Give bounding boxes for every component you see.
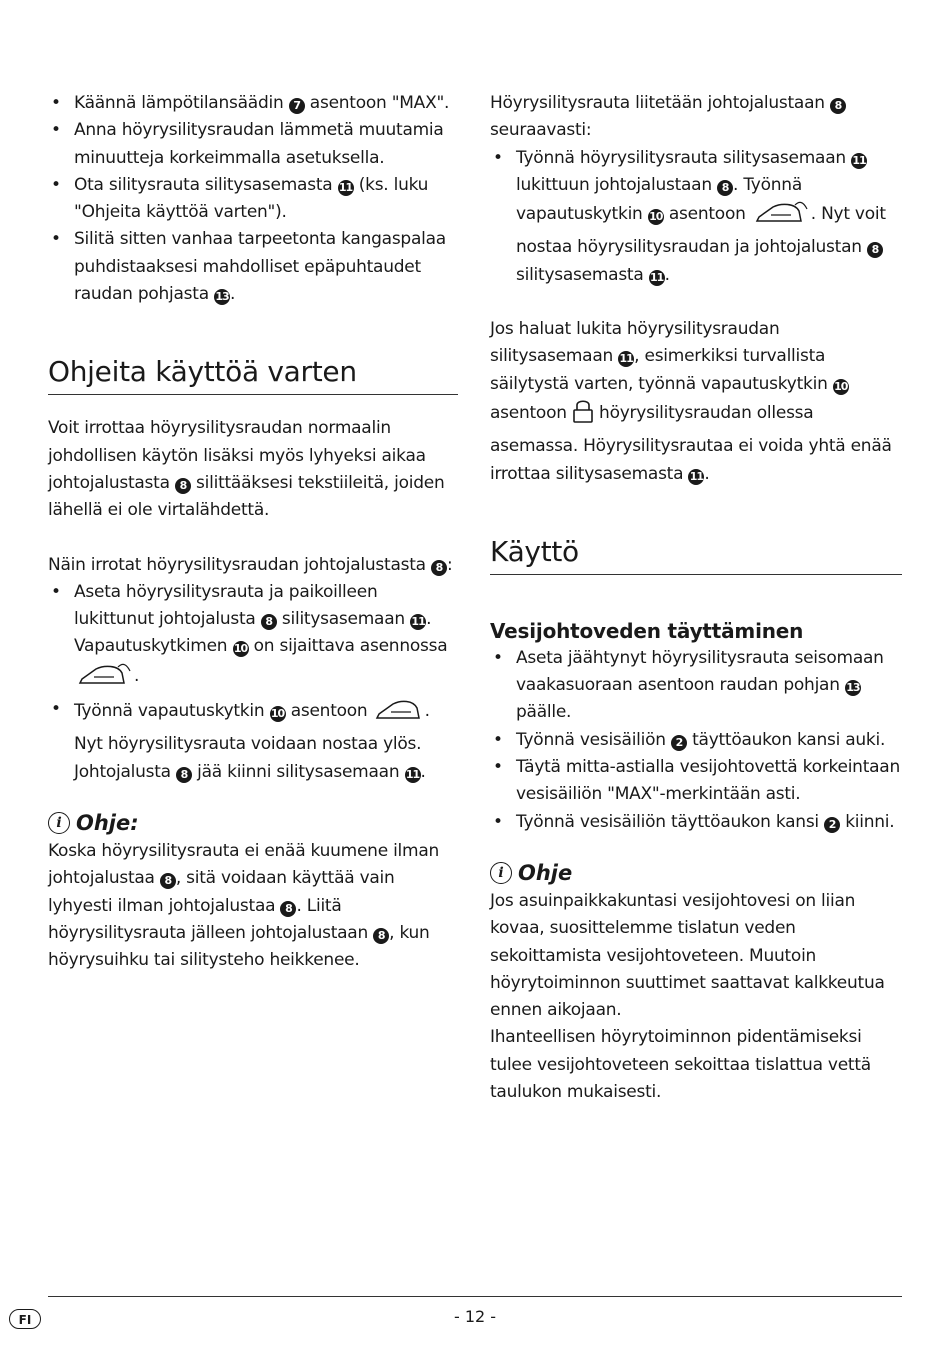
section-heading: Ohjeita käyttöä varten [48, 354, 458, 395]
text: Työnnä vesisäiliön [516, 729, 671, 750]
note-title: Ohje [518, 860, 573, 885]
list-item [48, 90, 458, 117]
list-item [48, 696, 458, 786]
text: asentoon "MAX". [304, 93, 450, 113]
text: Näin irrotat höyrysilitysraudan johtojalustasta [48, 554, 431, 575]
note-heading [48, 808, 458, 838]
list-item [490, 145, 902, 289]
text: . [134, 665, 140, 686]
list-item [48, 117, 458, 172]
text: Työnnä vesisäiliön täyttöaukon kansi [516, 811, 825, 832]
text: . [420, 761, 426, 782]
part-number-badge: 10 [834, 379, 848, 393]
part-number-badge: 8 [717, 180, 733, 196]
part-number-badge: 11 [650, 270, 664, 284]
info-icon: i [490, 862, 512, 884]
text: . [704, 463, 710, 484]
text: asentoon [663, 204, 751, 225]
text: Käännä lämpötilansäädin [74, 93, 289, 113]
part-number-badge: 13 [846, 681, 860, 695]
text: , kun höyrysuihku tai silitysteho heikkenee. [48, 922, 430, 971]
text: asentoon [490, 402, 572, 423]
text: Anna höyrysilitysraudan lämmetä muutamia minuutteja korkeimmalla asetuksella. [74, 120, 444, 168]
subsection-heading: Vesijohtoveden täyttäminen [490, 618, 804, 643]
part-number-badge: 8 [280, 901, 296, 917]
text: . Nyt voit nostaa höyrysilitysraudan ja johtojalustan [516, 204, 886, 258]
text: Aseta jäähtynyt höyrysilitysrauta seisomaan vaakasuoraan asentoon raudan pohjan [516, 647, 884, 696]
text: on sijaittava asennossa [248, 636, 448, 657]
text: höyrysilitysraudan ollessa asemassa. Höyrysilitysrautaa ei voida yhtä enää irrottaa silitysasemasta [490, 402, 892, 484]
iron-locked-position-icon [751, 199, 811, 234]
text: , sitä voidaan käyttää vain lyhyesti ilman johtojalustaa [48, 868, 395, 916]
text: lukittuun johtojalustaan [516, 174, 718, 195]
bullet-list-detach [48, 579, 458, 786]
text: . Työnnä vapautuskytkin [516, 174, 802, 225]
info-icon: i [48, 812, 70, 834]
text: jää kiinni silitysasemaan [192, 761, 405, 782]
list-item [48, 226, 458, 308]
text: : [446, 554, 453, 575]
list-item [490, 645, 902, 727]
paragraph [490, 316, 902, 488]
note-heading [490, 858, 902, 888]
iron-release-icon [373, 696, 425, 731]
part-number-badge: 11 [411, 615, 425, 629]
part-number-badge: 8 [261, 614, 277, 630]
note-paragraph: Jos asuinpaikkakuntasi vesijohtovesi on liian kovaa, suosittelemme tislatun veden sekoittamista vesijohtoveteen. Muutoin höyrytoiminnon suuttimet saattavat kalkkeutua ennen aikojaan. [490, 890, 885, 1021]
part-number-badge: 11 [405, 767, 420, 781]
text: . Nyt höyrysilitysrauta voidaan nostaa ylös. Johtojalusta [74, 701, 430, 782]
part-number-badge: 2 [824, 817, 840, 833]
text: täyttöaukon kansi auki. [686, 729, 886, 750]
text: Aseta höyrysilitysrauta ja paikoilleen lukittunut johtojalusta [74, 581, 378, 630]
part-number-badge: 8 [160, 873, 176, 889]
text: Täytä mitta-astialla vesijohtovettä korkeintaan vesisäiliön "MAX"-merkintään asti. [516, 757, 900, 805]
part-number-badge: 11 [619, 352, 633, 366]
list-item [48, 579, 458, 696]
part-number-badge: 8 [373, 928, 389, 944]
text: Työnnä höyrysilitysrauta silitysasemaan [516, 147, 852, 168]
part-number-badge: 11 [852, 153, 866, 167]
part-number-badge: 8 [176, 767, 192, 783]
padlock-icon [572, 398, 594, 433]
text: Höyrysilitysrauta liitetään johtojalustaan [490, 93, 830, 113]
note-paragraph [48, 838, 458, 974]
list-item [490, 727, 902, 754]
text: Jos haluat lukita höyrysilitysraudan silitysasemaan [490, 319, 780, 367]
text: kiinni. [840, 811, 895, 832]
part-number-badge: 11 [689, 469, 704, 483]
list-item [490, 754, 902, 809]
part-number-badge: 10 [270, 707, 285, 721]
text: silitysasemasta [516, 264, 649, 285]
text: . Vapautuskytkimen [74, 609, 432, 657]
list-item [490, 809, 902, 836]
text: silittääksesi tekstiileitä, joiden lähellä ei ole virtalähdettä. [48, 472, 445, 521]
paragraph [48, 552, 458, 579]
paragraph [48, 415, 458, 524]
text: . Liitä höyrysilitysrauta jälleen johtojalustaan [48, 895, 374, 943]
text: Voit irrottaa höyrysilitysraudan normaalin johdollisen käytön lisäksi myös lyhyeksi aikaa johtojalustasta [48, 418, 426, 493]
bullet-list-attach [490, 145, 902, 289]
footer-divider [48, 1296, 902, 1297]
note-paragraph: Ihanteellisen höyrytoiminnon pidentämiseksi tulee vesijohtoveteen sekoittaa tislattua vettä taulukon mukaisesti. [490, 1027, 871, 1103]
part-number-badge: 2 [671, 735, 687, 751]
part-number-badge: 8 [175, 478, 191, 494]
right-column [490, 90, 902, 1106]
text: (ks. luku "Ohjeita käyttöä varten"). [74, 174, 429, 223]
text: asentoon [285, 701, 373, 722]
note-title: Ohje: [76, 810, 139, 835]
part-number-badge: 13 [215, 290, 229, 304]
page-number: - 12 - [453, 1307, 497, 1326]
list-item [48, 172, 458, 227]
text: päälle. [516, 702, 572, 723]
paragraph [490, 90, 902, 145]
section-heading: Käyttö [490, 534, 902, 575]
part-number-badge: 10 [649, 210, 663, 224]
part-number-badge: 10 [233, 642, 248, 656]
language-badge: FI [9, 1309, 41, 1329]
bullet-list-preheat [48, 90, 458, 308]
text: , esimerkiksi turvallista säilytystä varten, työnnä vapautuskytkin [490, 346, 833, 394]
text: Koska höyrysilitysrauta ei enää kuumene ilman johtojalustaa [48, 840, 440, 889]
left-column [48, 90, 458, 974]
bullet-list-fill [490, 645, 902, 836]
part-number-badge: 7 [289, 98, 305, 114]
part-number-badge: 11 [338, 180, 353, 194]
iron-locked-position-icon [74, 661, 134, 696]
text: Työnnä vapautuskytkin [74, 701, 270, 722]
text: seuraavasti: [490, 120, 592, 141]
text: Silitä sitten vanhaa tarpeetonta kangaspalaa puhdistaaksesi mahdolliset epäpuhtaudet raudan pohjasta [74, 229, 446, 305]
text: silitysasemaan [276, 609, 411, 630]
text: . [664, 264, 670, 285]
part-number-badge: 8 [830, 98, 846, 114]
text: . [230, 284, 236, 305]
part-number-badge: 8 [867, 242, 883, 258]
text: Ota silitysrauta silitysasemasta [74, 174, 338, 195]
part-number-badge: 8 [431, 560, 447, 576]
